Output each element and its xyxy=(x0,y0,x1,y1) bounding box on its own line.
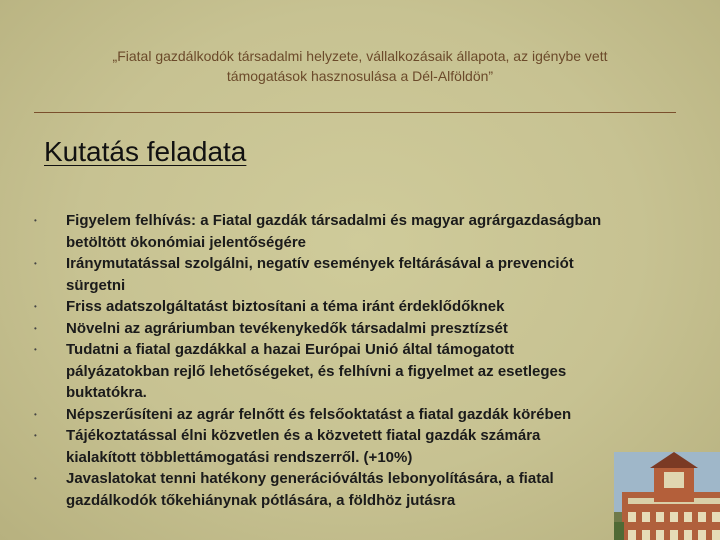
bullet-list xyxy=(34,210,694,511)
bullet-icon: • xyxy=(34,345,37,354)
bullet-icon: • xyxy=(34,259,37,268)
bullet-item xyxy=(34,468,694,511)
slide-header xyxy=(70,46,650,86)
bullet-icon: • xyxy=(34,302,37,311)
bullet-line: Javaslatokat tenni hatékony generációváltás lebonyolítására, a fiatal xyxy=(66,470,554,487)
bullet-line: Figyelem felhívás: a Fiatal gazdák társadalmi és magyar agrárgazdaságban xyxy=(66,212,602,229)
header-divider xyxy=(34,112,676,113)
bullet-item xyxy=(34,296,694,318)
header-line-2: támogatások hasznosulása a Dél-Alföldön” xyxy=(226,68,494,84)
bullet-line: Tudatni a fiatal gazdákkal a hazai Európai Unió által támogatott xyxy=(66,341,515,358)
bullet-line: kialakított többlettámogatási rendszerről. (+10%) xyxy=(66,448,413,466)
bullet-line: Népszerűsíteni az agrár felnőtt és felsőoktatást a fiatal gazdák körében xyxy=(66,405,572,423)
bullet-line: pályázatokban rejlő lehetőségeket, és felhívni a figyelmet az esetleges xyxy=(66,362,567,380)
bullet-line: gazdálkodók tőkehiánynak pótlására, a földhöz jutásra xyxy=(66,491,456,509)
bullet-line: buktatókra. xyxy=(66,384,147,401)
bullet-icon: • xyxy=(34,474,37,483)
slide-title: Kutatás feladata xyxy=(44,136,247,167)
bullet-line: betöltött ökonómiai jelentőségére xyxy=(66,233,307,251)
header-line-1: „Fiatal gazdálkodók társadalmi helyzete, vállalkozásaik állapota, az igénybe vett xyxy=(112,48,608,64)
bullet-item xyxy=(34,339,694,404)
bullet-icon: • xyxy=(34,409,37,419)
bullet-line: Friss adatszolgáltatást biztosítani a téma iránt érdeklődőknek xyxy=(66,298,505,315)
bullet-item xyxy=(34,253,694,296)
bullet-item xyxy=(34,404,694,426)
bullet-line: Növelni az agráriumban tevékenykedők társadalmi presztízsét xyxy=(66,319,508,337)
bullet-item xyxy=(34,425,694,468)
university-building-photo xyxy=(614,452,720,540)
bullet-line: sürgetni xyxy=(66,276,126,294)
bullet-line: Tájékoztatással élni közvetlen és a közvetett fiatal gazdák számára xyxy=(66,427,541,444)
bullet-line: Iránymutatással szolgálni, negatív események feltárásával a prevenciót xyxy=(66,255,574,272)
bullet-item xyxy=(34,210,694,253)
bullet-item xyxy=(34,318,694,340)
bullet-icon: • xyxy=(34,431,37,440)
bullet-icon: • xyxy=(34,216,37,225)
bullet-icon: • xyxy=(34,323,37,333)
